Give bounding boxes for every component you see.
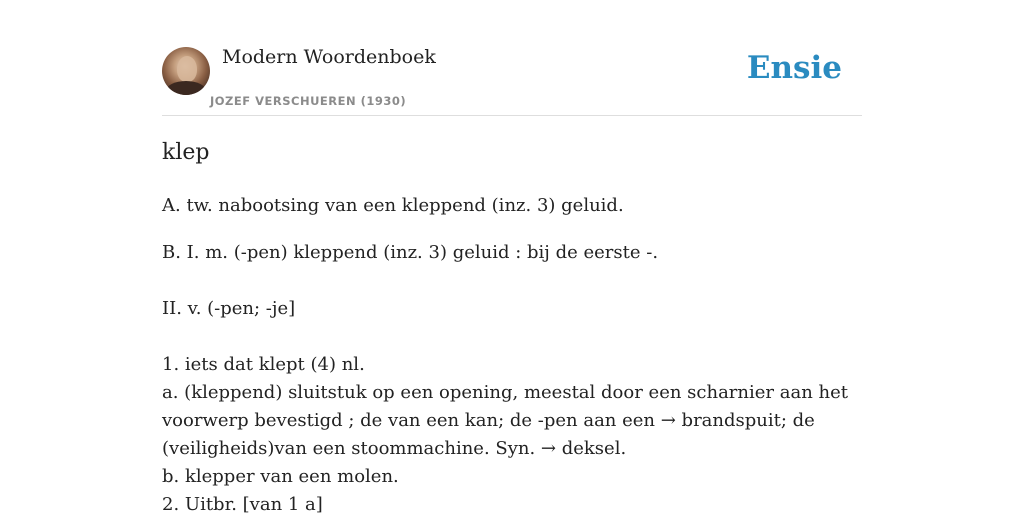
definition-line: a. (kleppend) sluitstuk op een opening, meestal door een scharnier aan het (162, 382, 848, 403)
definition-line: (veiligheids)van een stoommachine. Syn. → deksel. (162, 438, 627, 459)
author-avatar (162, 47, 210, 95)
avatar-coat (166, 81, 206, 95)
definition-line: A. tw. nabootsing van een kleppend (inz. 3) geluid. (162, 195, 624, 216)
definition-line: II. v. (-pen; -je] (162, 298, 296, 319)
ensie-logo[interactable]: Ensie (746, 50, 842, 86)
definition-line: b. klepper van een molen. (162, 466, 399, 487)
entry-word: klep (162, 140, 210, 165)
avatar-face (177, 56, 197, 82)
page-container (162, 0, 862, 515)
site-header (162, 0, 862, 116)
author-name: JOZEF VERSCHUEREN (1930) (210, 94, 407, 108)
definition-line: B. I. m. (-pen) kleppend (inz. 3) geluid : bij de eerste -. (162, 242, 659, 263)
definition-line: 2. Uitbr. [van 1 a] (162, 494, 323, 515)
definition-line: 1. iets dat klept (4) nl. (162, 354, 365, 375)
definition-line: voorwerp bevestigd ; de van een kan; de -pen aan een → brandspuit; de (162, 410, 815, 431)
book-title-link[interactable]: Modern Woordenboek (222, 46, 436, 68)
